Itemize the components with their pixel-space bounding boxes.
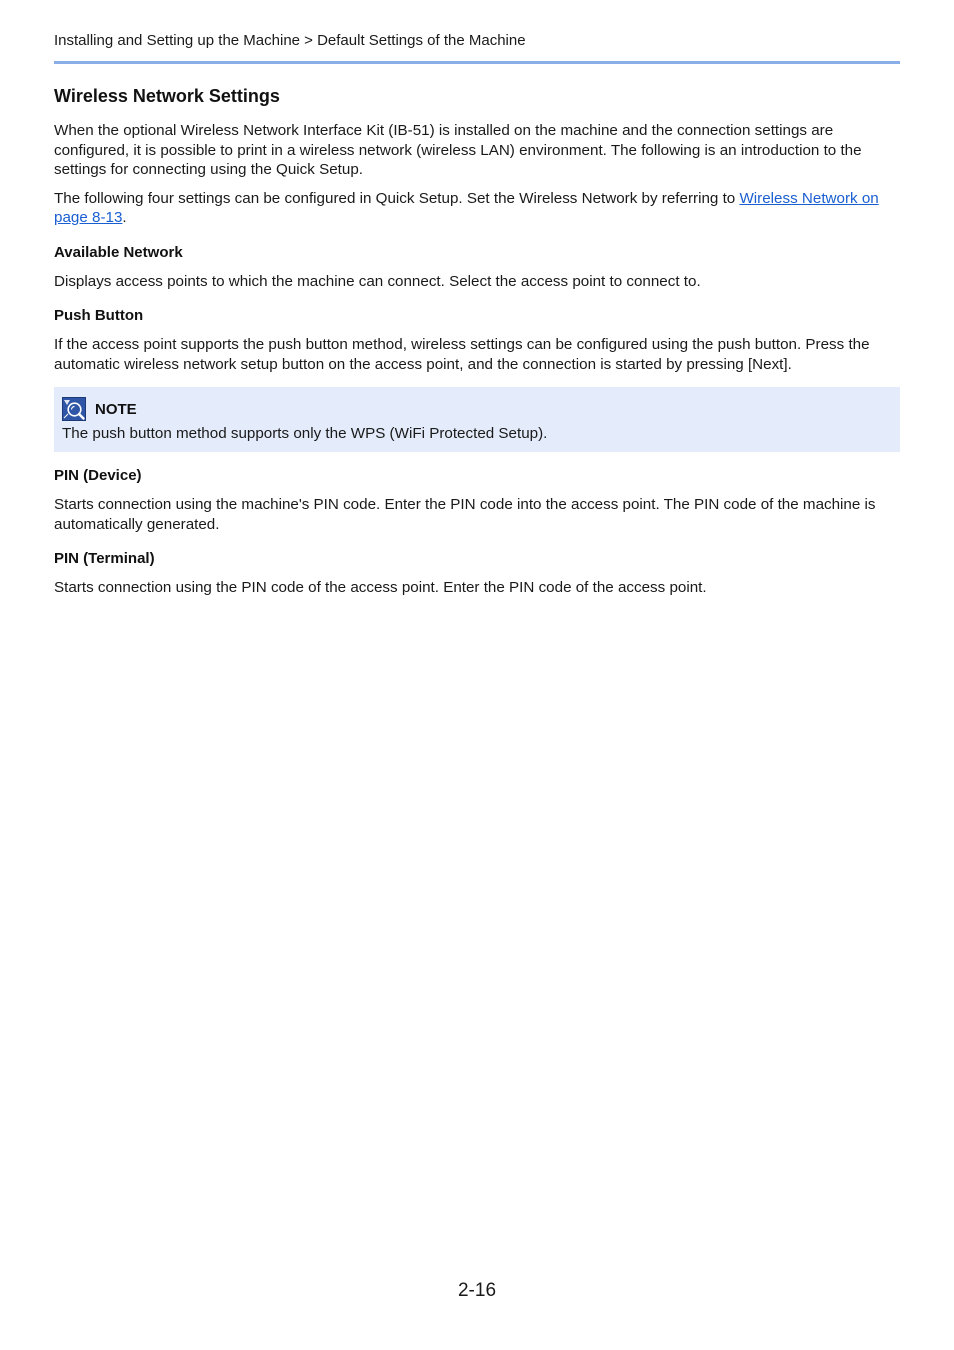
pin-terminal-heading: PIN (Terminal) <box>54 550 155 567</box>
main-content <box>54 85 900 598</box>
reference-suffix: . <box>122 209 127 226</box>
breadcrumb: Installing and Setting up the Machine > Default Settings of the Machine <box>54 32 526 49</box>
note-text: The push button method supports only the WPS (WiFi Protected Setup). <box>62 425 548 442</box>
reference-prefix: The following four settings can be configured in Quick Setup. Set the Wireless Network by referring to <box>54 189 740 207</box>
note-label: NOTE <box>95 400 137 418</box>
reference-paragraph <box>54 189 900 228</box>
section-title: Wireless Network Settings <box>54 86 280 106</box>
available-network-text: Displays access points to which the machine can connect. Select the access point to connect to. <box>54 272 701 290</box>
page-number: 2-16 <box>457 1280 497 1301</box>
note-box <box>54 387 900 452</box>
pin-terminal-text: Starts connection using the PIN code of the access point. Enter the PIN code of the access point. <box>54 579 707 596</box>
pin-device-text: Starts connection using the machine's PIN code. Enter the PIN code into the access point. The PIN code of the machine is automatically generated. <box>54 496 876 533</box>
push-button-text: If the access point supports the push button method, wireless settings can be configured using the push button. Press the automatic wireless network setup button on the access point, and the connection is started by pressing [Next]. <box>54 336 870 373</box>
push-button-heading: Push Button <box>54 307 144 324</box>
header-divider <box>54 61 900 64</box>
note-icon <box>62 397 86 421</box>
pin-device-heading: PIN (Device) <box>54 467 142 484</box>
wireless-network-link[interactable]: Wireless Network on page 8-13 <box>54 189 879 226</box>
note-header <box>62 397 892 421</box>
available-network-heading: Available Network <box>54 243 183 261</box>
intro-paragraph: When the optional Wireless Network Interface Kit (IB-51) is installed on the machine and the connection settings are configured, it is possible to print in a wireless network (wireless LAN) environment. The following is an introduction to the settings for connecting using the Quick Setup. <box>54 122 862 178</box>
